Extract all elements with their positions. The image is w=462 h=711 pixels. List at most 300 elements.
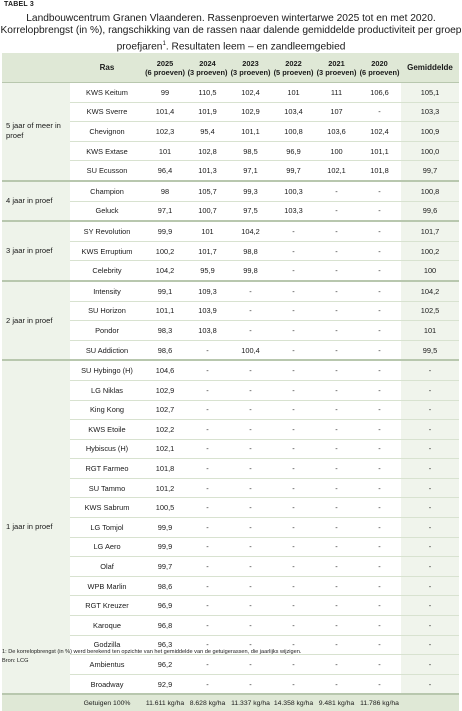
cell-value: 104,6 [144, 360, 186, 380]
cell-ras: Broadway [70, 674, 144, 694]
cell-value: - [358, 400, 401, 420]
cell-value: 97,1 [229, 161, 272, 181]
totals-row [2, 694, 459, 711]
cell-ras: Geluck [70, 201, 144, 221]
cell-value: - [229, 400, 272, 420]
cell-value: - [229, 380, 272, 400]
cell-value: - [229, 576, 272, 596]
cell-value: 101,7 [186, 241, 229, 261]
group-label: 2 jaar in proef [2, 281, 70, 360]
cell-ras: Godzilla [70, 635, 144, 655]
cell-value: 96,4 [144, 161, 186, 181]
cell-value: 99,8 [229, 261, 272, 281]
cell-value: 101,1 [358, 141, 401, 161]
header-year-sub: (6 proeven) [359, 67, 400, 77]
cell-value: - [272, 241, 315, 261]
cell-ras: KWS Extase [70, 141, 144, 161]
cell-value: 102,2 [144, 420, 186, 440]
header-year-sub: (3 proeven) [187, 67, 228, 77]
cell-value: - [229, 557, 272, 577]
cell-value: 111 [315, 83, 358, 103]
cell-value: 98,6 [144, 576, 186, 596]
cell-value: - [358, 201, 401, 221]
cell-value: - [186, 420, 229, 440]
cell-value: - [358, 221, 401, 241]
cell-ras: KWS Keitum [70, 83, 144, 103]
cell-value: - [358, 518, 401, 538]
cell-value: - [315, 557, 358, 577]
cell-value: 98,8 [229, 241, 272, 261]
cell-value: - [272, 340, 315, 360]
header-year [229, 53, 272, 83]
header-year-sub: (6 proeven) [145, 67, 185, 77]
cell-value: - [358, 321, 401, 341]
table-title [0, 13, 462, 54]
cell-gemiddelde: - [401, 655, 459, 675]
cell-value: - [358, 635, 401, 655]
cell-value: - [315, 518, 358, 538]
table-row [2, 616, 459, 636]
cell-gemiddelde: 105,1 [401, 83, 459, 103]
cell-value: - [272, 557, 315, 577]
cell-value: - [358, 537, 401, 557]
totals-empty [2, 694, 70, 711]
table-row [2, 241, 459, 261]
totals-value: 11.337 kg/ha [229, 694, 272, 711]
cell-value: - [358, 241, 401, 261]
cell-value: - [272, 576, 315, 596]
cell-value: - [186, 439, 229, 459]
cell-value: - [186, 459, 229, 479]
cell-value: - [358, 439, 401, 459]
cell-gemiddelde: - [401, 498, 459, 518]
cell-ras: SU Tammo [70, 478, 144, 498]
table-row [2, 380, 459, 400]
cell-value: - [272, 498, 315, 518]
cell-value: - [272, 321, 315, 341]
cell-value: - [315, 596, 358, 616]
cell-value: 99 [144, 83, 186, 103]
cell-value: - [315, 281, 358, 301]
cell-value: - [229, 655, 272, 675]
cell-value: - [272, 459, 315, 479]
cell-value: 101,8 [144, 459, 186, 479]
cell-ras: Karoque [70, 616, 144, 636]
cell-gemiddelde: - [401, 478, 459, 498]
cell-gemiddelde: 102,5 [401, 301, 459, 321]
table-row [2, 221, 459, 241]
cell-value: - [186, 596, 229, 616]
cell-value: - [186, 537, 229, 557]
cell-gemiddelde: 101 [401, 321, 459, 341]
cell-ras: Ambientus [70, 655, 144, 675]
cell-value: - [315, 478, 358, 498]
cell-value: - [358, 596, 401, 616]
cell-value: - [272, 261, 315, 281]
title-line-3 [0, 38, 462, 54]
cell-ras: SU Ecusson [70, 161, 144, 181]
cell-value: - [272, 655, 315, 675]
cell-value: - [229, 439, 272, 459]
cell-value: - [358, 459, 401, 479]
cell-value: 110,5 [186, 83, 229, 103]
cell-value: - [229, 321, 272, 341]
cell-value: 101,4 [144, 102, 186, 122]
table-row [2, 340, 459, 360]
totals-value: 11.611 kg/ha [144, 694, 186, 711]
header-year-sub: (5 proeven) [273, 67, 314, 77]
cell-value: - [272, 420, 315, 440]
header-year-label: 2022 [285, 58, 302, 68]
cell-value: - [186, 616, 229, 636]
cell-value: 102,1 [315, 161, 358, 181]
cell-ras: RGT Farmeo [70, 459, 144, 479]
cell-value: - [186, 340, 229, 360]
cell-value: 100,4 [229, 340, 272, 360]
table-row [2, 83, 459, 103]
cell-value: 99,3 [229, 181, 272, 201]
cell-ras: Celebrity [70, 261, 144, 281]
cell-value: - [186, 557, 229, 577]
cell-value: 102,9 [229, 102, 272, 122]
totals-value: 14.358 kg/ha [272, 694, 315, 711]
header-year [358, 53, 401, 83]
cell-value: - [272, 596, 315, 616]
cell-value: 102,7 [144, 400, 186, 420]
cell-gemiddelde: 100,0 [401, 141, 459, 161]
cell-value: - [315, 241, 358, 261]
cell-value: - [272, 674, 315, 694]
table-row [2, 420, 459, 440]
cell-value: 96,9 [144, 596, 186, 616]
table-row [2, 261, 459, 281]
table-row [2, 360, 459, 380]
cell-value: 100,7 [186, 201, 229, 221]
cell-value: 107 [315, 102, 358, 122]
cell-value: - [358, 281, 401, 301]
cell-value: 99,9 [144, 537, 186, 557]
cell-value: 98,6 [144, 340, 186, 360]
table-row [2, 459, 459, 479]
header-year [144, 53, 186, 83]
cell-value: 97,1 [144, 201, 186, 221]
cell-value: 102,3 [144, 122, 186, 142]
cell-value: 100,8 [272, 122, 315, 142]
cell-value: - [358, 478, 401, 498]
cell-gemiddelde: - [401, 420, 459, 440]
cell-value: 103,6 [315, 122, 358, 142]
group-label: 5 jaar of meer in proef [2, 83, 70, 181]
cell-value: - [229, 518, 272, 538]
cell-value: - [358, 340, 401, 360]
cell-value: 96,9 [272, 141, 315, 161]
header-ras: Ras [70, 53, 144, 83]
table-row [2, 141, 459, 161]
cell-gemiddelde: - [401, 674, 459, 694]
cell-value: - [272, 616, 315, 636]
header-year [272, 53, 315, 83]
cell-ras: KWS Erruptium [70, 241, 144, 261]
cell-value: 105,7 [186, 181, 229, 201]
cell-value: - [272, 635, 315, 655]
cell-value: - [186, 674, 229, 694]
cell-value: 101,2 [144, 478, 186, 498]
cell-value: - [315, 655, 358, 675]
cell-value: 99,9 [144, 221, 186, 241]
header-year-label: 2021 [328, 58, 345, 68]
cell-gemiddelde: - [401, 439, 459, 459]
cell-value: - [272, 537, 315, 557]
cell-value: 98 [144, 181, 186, 201]
cell-value: - [358, 301, 401, 321]
cell-gemiddelde: 100,8 [401, 181, 459, 201]
cell-ras: KWS Etoile [70, 420, 144, 440]
cell-value: 100,2 [144, 241, 186, 261]
cell-value: - [315, 400, 358, 420]
table-row [2, 576, 459, 596]
cell-value: - [186, 576, 229, 596]
table-row [2, 400, 459, 420]
cell-gemiddelde: 100 [401, 261, 459, 281]
cell-value: 103,4 [272, 102, 315, 122]
cell-value: - [358, 655, 401, 675]
cell-value: - [315, 537, 358, 557]
table-row [2, 596, 459, 616]
cell-gemiddelde: 103,3 [401, 102, 459, 122]
cell-value: - [358, 674, 401, 694]
cell-gemiddelde: 99,7 [401, 161, 459, 181]
cell-value: 100 [315, 141, 358, 161]
cell-value: - [229, 674, 272, 694]
table-row [2, 201, 459, 221]
cell-gemiddelde: - [401, 616, 459, 636]
cell-value: 101 [144, 141, 186, 161]
cell-gemiddelde: 101,7 [401, 221, 459, 241]
cell-value: 96,2 [144, 655, 186, 675]
cell-value: - [229, 596, 272, 616]
cell-value: - [272, 281, 315, 301]
cell-value: 102,4 [358, 122, 401, 142]
header-year-sub: (3 proeven) [230, 67, 271, 77]
cell-value: - [358, 261, 401, 281]
cell-value: - [272, 360, 315, 380]
cell-value: - [272, 518, 315, 538]
yield-table [2, 53, 459, 711]
cell-value: - [315, 439, 358, 459]
header-year-label: 2020 [371, 58, 388, 68]
cell-ras: LG Niklas [70, 380, 144, 400]
cell-value: - [186, 635, 229, 655]
cell-value: - [315, 635, 358, 655]
cell-gemiddelde: - [401, 459, 459, 479]
cell-gemiddelde: - [401, 380, 459, 400]
table-row [2, 498, 459, 518]
header-year-sub: (3 proeven) [316, 67, 357, 77]
group-label: 4 jaar in proef [2, 181, 70, 221]
cell-value: - [229, 498, 272, 518]
cell-value: 109,3 [186, 281, 229, 301]
cell-value: - [229, 635, 272, 655]
cell-value: - [315, 261, 358, 281]
table-row [2, 655, 459, 675]
cell-value: - [186, 518, 229, 538]
cell-value: - [229, 616, 272, 636]
cell-value: - [229, 301, 272, 321]
table-caption-label: TABEL 3 [4, 1, 34, 8]
header-year-label: 2023 [242, 58, 259, 68]
cell-value: - [186, 478, 229, 498]
cell-value: - [315, 420, 358, 440]
cell-ras: LG Aero [70, 537, 144, 557]
cell-value: - [272, 380, 315, 400]
cell-ras: KWS Sverre [70, 102, 144, 122]
cell-value: 101,9 [186, 102, 229, 122]
cell-value: - [358, 498, 401, 518]
cell-value: 96,8 [144, 616, 186, 636]
cell-value: 95,4 [186, 122, 229, 142]
cell-value: 96,3 [144, 635, 186, 655]
table-row [2, 321, 459, 341]
totals-value: 11.786 kg/ha [358, 694, 401, 711]
cell-value: - [272, 301, 315, 321]
cell-value: - [229, 537, 272, 557]
cell-value: - [186, 380, 229, 400]
cell-value: 99,7 [272, 161, 315, 181]
header-gemiddelde: Gemiddelde [401, 53, 459, 83]
title-line-1: Landbouwcentrum Granen Vlaanderen. Rassenproeven wintertarwe 2025 tot en met 2020. [26, 13, 436, 24]
cell-gemiddelde: 99,5 [401, 340, 459, 360]
table-row [2, 281, 459, 301]
title-line-3-rest: . Resultaten leem – en zandleemgebied [165, 41, 346, 53]
totals-label: Getuigen 100% [70, 694, 144, 711]
cell-value: 104,2 [144, 261, 186, 281]
table-row [2, 557, 459, 577]
table-row [2, 181, 459, 201]
cell-ras: SU Addiction [70, 340, 144, 360]
cell-value: 101,3 [186, 161, 229, 181]
cell-value: 97,5 [229, 201, 272, 221]
cell-value: - [272, 439, 315, 459]
cell-value: - [229, 360, 272, 380]
cell-value: 99,7 [144, 557, 186, 577]
cell-value: - [315, 616, 358, 636]
cell-gemiddelde: - [401, 576, 459, 596]
cell-value: 99,1 [144, 281, 186, 301]
cell-ras: King Kong [70, 400, 144, 420]
cell-value: - [315, 301, 358, 321]
cell-value: - [358, 102, 401, 122]
footnote-marker: 1 [162, 39, 166, 47]
cell-value: 98,5 [229, 141, 272, 161]
cell-value: - [229, 459, 272, 479]
table-header-row [2, 53, 459, 83]
cell-value: - [229, 478, 272, 498]
cell-value: - [358, 576, 401, 596]
header-year-label: 2024 [199, 58, 216, 68]
cell-value: - [229, 281, 272, 301]
cell-value: 92,9 [144, 674, 186, 694]
cell-value: 101,1 [229, 122, 272, 142]
cell-value: - [315, 201, 358, 221]
cell-value: 101,8 [358, 161, 401, 181]
cell-value: - [315, 340, 358, 360]
cell-ras: SU Horizon [70, 301, 144, 321]
cell-gemiddelde: - [401, 537, 459, 557]
cell-gemiddelde: 100,9 [401, 122, 459, 142]
header-year [315, 53, 358, 83]
totals-value: 8.628 kg/ha [186, 694, 229, 711]
cell-value: - [186, 655, 229, 675]
cell-value: - [315, 221, 358, 241]
cell-value: 101 [186, 221, 229, 241]
cell-value: 102,4 [229, 83, 272, 103]
cell-ras: LG Tomjol [70, 518, 144, 538]
cell-ras: Intensity [70, 281, 144, 301]
cell-value: - [186, 360, 229, 380]
cell-gemiddelde: 100,2 [401, 241, 459, 261]
cell-gemiddelde: - [401, 596, 459, 616]
cell-value: - [358, 380, 401, 400]
cell-value: 101 [272, 83, 315, 103]
cell-ras: Hybiscus (H) [70, 439, 144, 459]
cell-ras: KWS Sabrum [70, 498, 144, 518]
cell-value: 99,9 [144, 518, 186, 538]
cell-ras: WPB Marlin [70, 576, 144, 596]
cell-value: - [315, 674, 358, 694]
cell-value: 101,1 [144, 301, 186, 321]
cell-gemiddelde: - [401, 557, 459, 577]
cell-gemiddelde: 104,2 [401, 281, 459, 301]
table-row [2, 674, 459, 694]
footnote: 1: De korrelopbrengst (in %) werd berekend ten opzichte van het gemiddelde van de getuigerassen, die jaarlijks wijzigen. [2, 649, 302, 655]
cell-gemiddelde: - [401, 360, 459, 380]
cell-gemiddelde: - [401, 400, 459, 420]
cell-value: - [315, 321, 358, 341]
cell-value: - [315, 576, 358, 596]
cell-value: - [272, 400, 315, 420]
cell-value: - [358, 360, 401, 380]
cell-value: 98,3 [144, 321, 186, 341]
group-label: 3 jaar in proef [2, 221, 70, 281]
cell-value: 95,9 [186, 261, 229, 281]
cell-value: - [315, 380, 358, 400]
cell-value: - [315, 498, 358, 518]
cell-ras: SY Revolution [70, 221, 144, 241]
header-empty [2, 53, 70, 83]
cell-value: - [272, 221, 315, 241]
cell-value: 102,8 [186, 141, 229, 161]
table-row [2, 439, 459, 459]
cell-value: - [229, 420, 272, 440]
cell-value: - [272, 478, 315, 498]
cell-ras: Champion [70, 181, 144, 201]
table-row [2, 478, 459, 498]
cell-value: 102,1 [144, 439, 186, 459]
table-row [2, 102, 459, 122]
cell-value: - [186, 498, 229, 518]
cell-value: 103,3 [272, 201, 315, 221]
cell-gemiddelde: - [401, 635, 459, 655]
table-row [2, 161, 459, 181]
cell-gemiddelde: 99,6 [401, 201, 459, 221]
cell-ras: SU Hybingo (H) [70, 360, 144, 380]
header-year-label: 2025 [156, 58, 174, 68]
cell-value: - [315, 181, 358, 201]
cell-ras: Pondor [70, 321, 144, 341]
cell-gemiddelde: - [401, 518, 459, 538]
cell-value: 104,2 [229, 221, 272, 241]
title-line-2: Korrelopbrengst (in %), rangschikking van de rassen naar dalende gemiddelde productiviteit per groep [0, 25, 462, 37]
